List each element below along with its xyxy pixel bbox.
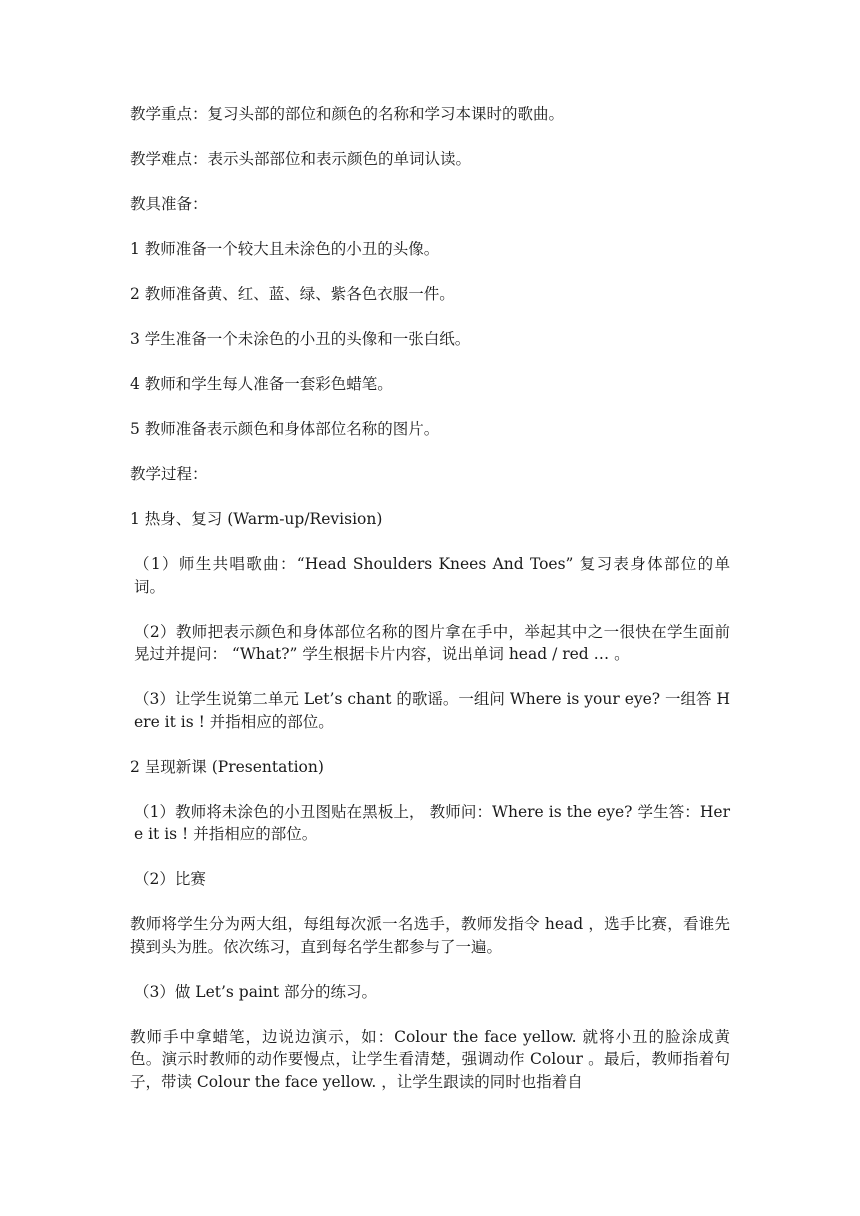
materials-heading: 教具准备：: [130, 195, 208, 213]
step-2-heading: 2 呈现新课 (Presentation): [130, 757, 324, 776]
step-1-item-2: （2）教师把表示颜色和身体部位名称的图片拿在手中，举起其中之一很快在学生面前晃过并提问： “What?” 学生根据卡片内容，说出单词 head / red … 。: [134, 622, 730, 663]
step-1-heading: 1 热身、复习 (Warm-up/Revision): [130, 510, 383, 528]
materials-item-2: 2 教师准备黄、红、蓝、绿、紫各色衣服一件。: [130, 285, 455, 303]
competition-paragraph: 教师将学生分为两大组，每组每次派一名选手，教师发指令 head ，选手比赛，看谁先摸到头为胜。依次练习，直到每名学生都参与了一遍。: [130, 915, 730, 956]
materials-item-1: 1 教师准备一个较大且未涂色的小丑的头像。: [130, 240, 440, 258]
step-2-item-1: （1）教师将未涂色的小丑图贴在黑板上， 教师问：Where is the eye? 学生答：Here it is ! 并指相应的部位。: [134, 802, 730, 843]
materials-item-3: 3 学生准备一个未涂色的小丑的头像和一张白纸。: [130, 330, 471, 348]
paint-demo-paragraph: 教师手中拿蜡笔，边说边演示，如：Colour the face yellow. 就将小丑的脸涂成黄色。演示时教师的动作要慢点，让学生看清楚，强调动作 Colour 。最后，教师指着句子，带读 Colour the face yellow. ，让学生跟读的同时也指着自: [130, 1027, 730, 1091]
document-body: [130, 103, 730, 1116]
step-2-item-3: （3）做 Let’s paint 部分的练习。: [134, 982, 378, 1001]
step-1-item-3: （3）让学生说第二单元 Let’s chant 的歌谣。一组问 Where is your eye? 一组答 Here it is ! 并指相应的部位。: [134, 690, 730, 731]
step-2-item-2: （2）比赛: [134, 870, 206, 888]
difficult-points-paragraph: 教学难点：表示头部部位和表示颜色的单词认读。: [130, 150, 472, 168]
step-1-item-1: （1）师生共唱歌曲：“Head Shoulders Knees And Toes” 复习表身体部位的单词。: [134, 555, 730, 596]
process-heading: 教学过程：: [130, 465, 208, 483]
key-points-paragraph: 教学重点：复习头部的部位和颜色的名称和学习本课时的歌曲。: [130, 105, 565, 123]
materials-item-4: 4 教师和学生每人准备一套彩色蜡笔。: [130, 375, 393, 393]
materials-item-5: 5 教师准备表示颜色和身体部位名称的图片。: [130, 420, 440, 438]
